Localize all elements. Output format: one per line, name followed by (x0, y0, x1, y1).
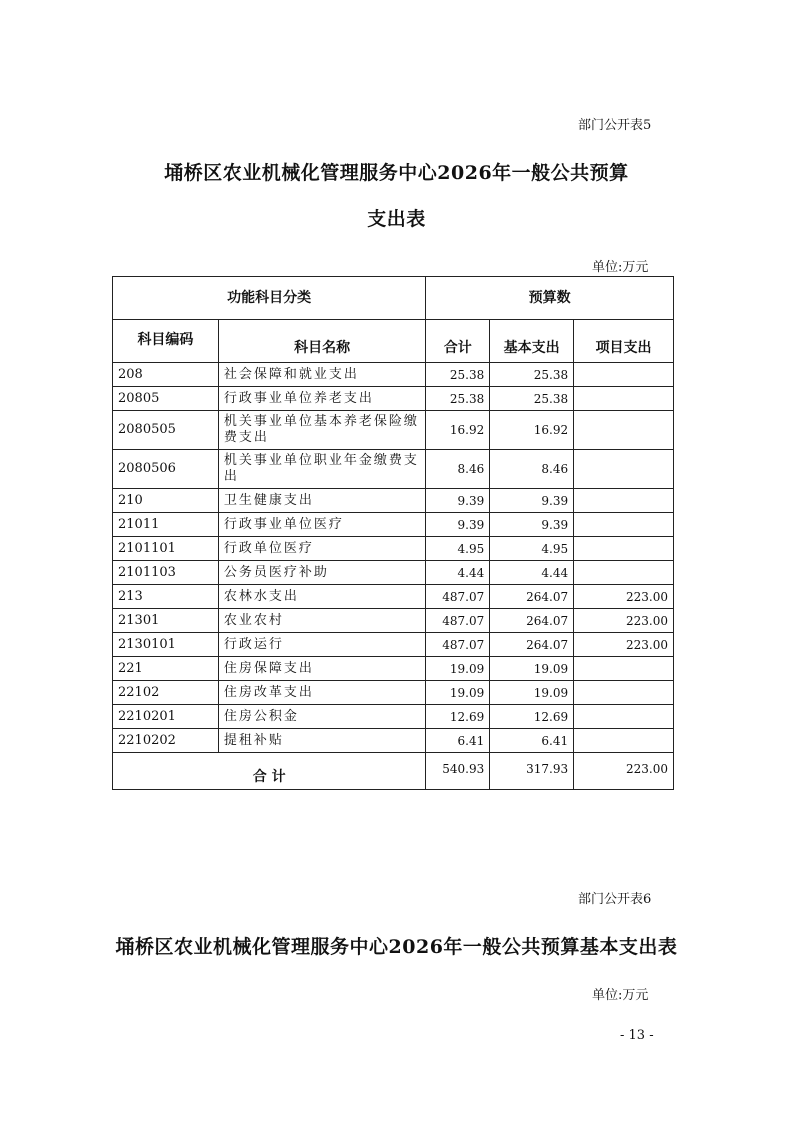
table6-title: 埇桥区农业机械化管理服务中心2026年一般公共预算基本支出表 (115, 936, 678, 958)
sum-basic: 317.93 (490, 753, 574, 790)
row-total: 9.39 (426, 489, 490, 513)
row-name: 卫生健康支出 (218, 489, 425, 513)
row-basic: 25.38 (490, 363, 574, 387)
row-basic: 8.46 (490, 450, 574, 489)
row-project (574, 705, 674, 729)
sum-label: 合 计 (113, 753, 426, 790)
row-project (574, 489, 674, 513)
sum-row (113, 753, 674, 790)
row-basic: 264.07 (490, 585, 574, 609)
row-name: 社会保障和就业支出 (218, 363, 425, 387)
row-total: 487.07 (426, 585, 490, 609)
table-row (113, 609, 674, 633)
row-project (574, 450, 674, 489)
row-name: 行政运行 (218, 633, 425, 657)
row-basic: 9.39 (490, 513, 574, 537)
row-project (574, 561, 674, 585)
row-basic: 16.92 (490, 411, 574, 450)
row-code: 213 (113, 585, 219, 609)
row-total: 4.44 (426, 561, 490, 585)
row-project (574, 513, 674, 537)
row-project: 223.00 (574, 609, 674, 633)
budget-table (112, 276, 674, 790)
row-basic: 6.41 (490, 729, 574, 753)
row-name: 农林水支出 (218, 585, 425, 609)
row-basic: 25.38 (490, 387, 574, 411)
row-total: 487.07 (426, 633, 490, 657)
row-total: 16.92 (426, 411, 490, 450)
row-name: 农业农村 (218, 609, 425, 633)
row-code: 2210202 (113, 729, 219, 753)
row-total: 25.38 (426, 363, 490, 387)
table6-unit-label: 单位:万元 (592, 988, 649, 1003)
row-name: 行政单位医疗 (218, 537, 425, 561)
row-basic: 4.44 (490, 561, 574, 585)
header-total: 合计 (426, 320, 490, 363)
row-project (574, 681, 674, 705)
header-name: 科目名称 (218, 320, 425, 363)
row-basic: 264.07 (490, 633, 574, 657)
sum-total: 540.93 (426, 753, 490, 790)
row-name: 公务员医疗补助 (218, 561, 425, 585)
row-total: 12.69 (426, 705, 490, 729)
table-row (113, 537, 674, 561)
row-basic: 264.07 (490, 609, 574, 633)
table-row (113, 729, 674, 753)
row-basic: 4.95 (490, 537, 574, 561)
row-total: 25.38 (426, 387, 490, 411)
row-project (574, 387, 674, 411)
row-project (574, 729, 674, 753)
page-title: 埇桥区农业机械化管理服务中心2026年一般公共预算 (164, 162, 629, 184)
page-number: - 13 - (620, 1028, 654, 1043)
row-name: 提租补贴 (218, 729, 425, 753)
row-code: 2101103 (113, 561, 219, 585)
header-code: 科目编码 (113, 320, 219, 363)
row-total: 19.09 (426, 657, 490, 681)
row-code: 2080506 (113, 450, 219, 489)
row-code: 2130101 (113, 633, 219, 657)
table-row (113, 513, 674, 537)
table-row (113, 657, 674, 681)
header-budget: 预算数 (426, 277, 674, 320)
row-code: 208 (113, 363, 219, 387)
row-project (574, 657, 674, 681)
unit-label: 单位:万元 (592, 260, 649, 275)
row-name: 住房改革支出 (218, 681, 425, 705)
row-name: 住房公积金 (218, 705, 425, 729)
table-row (113, 681, 674, 705)
row-total: 4.95 (426, 537, 490, 561)
table6-label: 部门公开表6 (578, 892, 652, 907)
table-row (113, 450, 674, 489)
page-title-line2: 支出表 (367, 208, 426, 230)
table-row (113, 561, 674, 585)
table-row (113, 387, 674, 411)
row-code: 21301 (113, 609, 219, 633)
row-code: 2080505 (113, 411, 219, 450)
row-basic: 12.69 (490, 705, 574, 729)
row-code: 20805 (113, 387, 219, 411)
row-total: 6.41 (426, 729, 490, 753)
table-label: 部门公开表5 (578, 118, 652, 133)
header-project: 项目支出 (574, 320, 674, 363)
row-project (574, 411, 674, 450)
row-total: 9.39 (426, 513, 490, 537)
row-code: 2101101 (113, 537, 219, 561)
row-code: 21011 (113, 513, 219, 537)
row-basic: 9.39 (490, 489, 574, 513)
table-row (113, 585, 674, 609)
table-row (113, 489, 674, 513)
table-row (113, 363, 674, 387)
row-project (574, 537, 674, 561)
row-code: 221 (113, 657, 219, 681)
row-basic: 19.09 (490, 681, 574, 705)
sum-project: 223.00 (574, 753, 674, 790)
row-code: 22102 (113, 681, 219, 705)
row-name: 行政事业单位养老支出 (218, 387, 425, 411)
row-code: 2210201 (113, 705, 219, 729)
header-function-category: 功能科目分类 (113, 277, 426, 320)
row-basic: 19.09 (490, 657, 574, 681)
row-name: 机关事业单位基本养老保险缴费支出 (218, 411, 425, 450)
table-row (113, 411, 674, 450)
row-code: 210 (113, 489, 219, 513)
row-total: 487.07 (426, 609, 490, 633)
row-project: 223.00 (574, 585, 674, 609)
row-name: 机关事业单位职业年金缴费支出 (218, 450, 425, 489)
row-project: 223.00 (574, 633, 674, 657)
row-total: 19.09 (426, 681, 490, 705)
row-name: 住房保障支出 (218, 657, 425, 681)
table-row (113, 705, 674, 729)
row-total: 8.46 (426, 450, 490, 489)
row-name: 行政事业单位医疗 (218, 513, 425, 537)
row-project (574, 363, 674, 387)
header-basic: 基本支出 (490, 320, 574, 363)
table-row (113, 633, 674, 657)
